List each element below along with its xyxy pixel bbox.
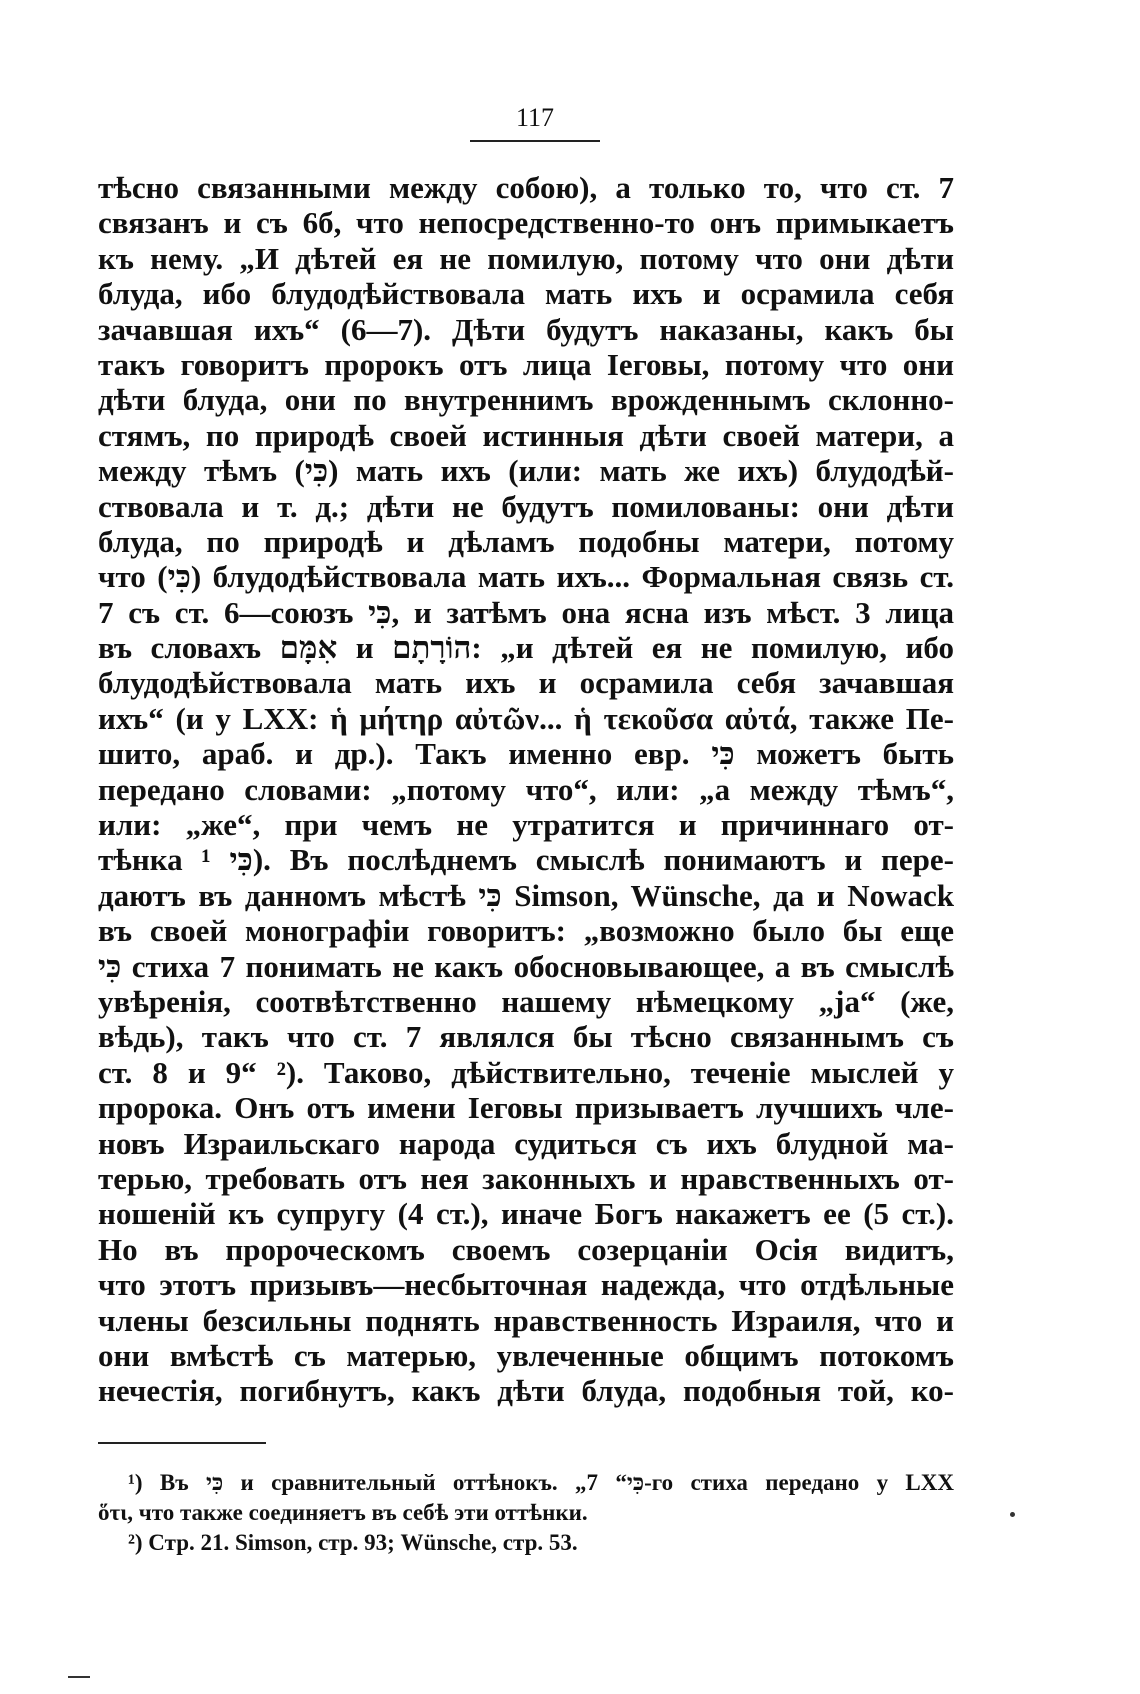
text-line: въ словахъ אִמָּם и הוֹרָתָם: „и дѣтей ея не помилую, ибо xyxy=(98,630,954,666)
footnotes xyxy=(98,1468,954,1558)
text-line: такъ говоритъ пророкъ отъ лица Іеговы, потому что они xyxy=(98,346,954,382)
text-line: новъ Израильскаго народа судиться съ ихъ блудной ма- xyxy=(98,1125,954,1161)
text-line: даютъ въ данномъ мѣстѣ כִּי Simson, Wünsche, да и Nowack xyxy=(98,877,955,913)
text-line: передано словами: „потому что“, или: „а между тѣмъ“, xyxy=(98,771,954,807)
scan-speck xyxy=(1010,1512,1015,1517)
text-line: тѣнка כִּי ¹). Въ послѣднемъ смыслѣ понимаютъ и пере- xyxy=(98,842,954,878)
text-line: ихъ“ (и у LXX: ἡ μήτηρ αὐτῶν... ἡ τεκοῦσα αὐτά, также Пе- xyxy=(98,700,954,736)
footnote-1-continuation: ὅτι, что также соединяетъ въ себѣ эти оттѣнки. xyxy=(98,1500,588,1525)
text-line: связанъ и съ 6б, что непосредственно-то онъ примыкаетъ xyxy=(98,205,954,241)
text-line: зачавшая ихъ“ (6—7). Дѣти будутъ наказаны, какъ бы xyxy=(98,311,954,347)
scan-dash xyxy=(68,1676,90,1678)
text-line: блуда, ибо блудодѣйствовала мать ихъ и осрамила себя xyxy=(98,276,954,312)
page-number: 117 xyxy=(515,103,555,132)
text-line: шито, араб. и др.). Такъ именно евр. כִּי можетъ быть xyxy=(98,736,954,772)
text-line: блудодѣйствовала мать ихъ и осрамила себя зачавшая xyxy=(98,665,954,701)
text-line: тѣсно связанными между собою), а только то, что ст. 7 xyxy=(98,170,954,205)
text-line: что этотъ призывъ—несбыточная надежда, что отдѣльные xyxy=(98,1267,954,1303)
text-line: 7 съ ст. 6—союзъ כִּי, и затѣмъ она ясна изъ мѣст. 3 лица xyxy=(98,594,954,630)
text-line: блуда, по природѣ и дѣламъ подобны матери, потому xyxy=(98,523,954,559)
text-line: въ своей монографіи говоритъ: „возможно было бы еще xyxy=(98,913,954,949)
text-line: нечестія, погибнутъ, какъ дѣти блуда, подобныя той, ко- xyxy=(98,1373,954,1409)
footnote-rule xyxy=(98,1442,266,1444)
text-line: увѣренія, соотвѣтственно нашему нѣмецкому „ja“ (же, xyxy=(98,983,954,1019)
text-line: они вмѣстѣ съ матерью, увлеченные общимъ потокомъ xyxy=(98,1337,954,1373)
footnote-1: ¹) Въ כִּי и сравнительный оттѣнокъ. „כִּי“ 7-го стиха передано у LXX xyxy=(128,1470,954,1495)
text-line: что (כִּי) блудодѣйствовала мать ихъ... Формальная связь ст. xyxy=(98,559,954,595)
text-line: ношеній къ супругу (4 ст.), иначе Богъ накажетъ ее (5 ст.). xyxy=(98,1196,954,1232)
page-number-rule xyxy=(470,140,600,142)
footnote-2: ²) Стр. 21. Simson, стр. 93; Wünsche, стр. 53. xyxy=(128,1530,578,1555)
text-line: Но въ пророческомъ своемъ созерцаніи Осія видитъ, xyxy=(98,1231,954,1267)
text-line: вѣдь), такъ что ст. 7 являлся бы тѣсно связаннымъ съ xyxy=(98,1019,954,1055)
text-line: члены безсильны поднять нравственность Израиля, что и xyxy=(98,1302,954,1338)
text-line: дѣти блуда, они по внутреннимъ врожденнымъ склонно- xyxy=(98,382,954,418)
text-line: стямъ, по природѣ своей истинныя дѣти своей матери, а xyxy=(98,417,954,453)
text-line: терью, требовать отъ нея законныхъ и нравственныхъ от- xyxy=(98,1160,954,1196)
text-line: къ нему. „И дѣтей ея не помилую, потому что они дѣти xyxy=(98,240,954,276)
text-line: или: „же“, при чемъ не утратится и причиннаго от- xyxy=(98,807,954,843)
text-line: ст. 8 и 9“ ²). Таково, дѣйствительно, теченіе мыслей у xyxy=(98,1054,954,1090)
body-text xyxy=(98,170,954,1409)
text-line: ствовала и т. д.; дѣти не будутъ помилованы: они дѣти xyxy=(98,488,954,524)
text-line: между тѣмъ (כִּי) мать ихъ (или: мать же ихъ) блудодѣй- xyxy=(98,453,954,489)
text-line: пророка. Онъ отъ имени Іеговы призываетъ лучшихъ чле- xyxy=(98,1090,954,1126)
text-line: כִּי стиха 7 понимать не какъ обосновывающее, а въ смыслѣ xyxy=(98,948,954,984)
